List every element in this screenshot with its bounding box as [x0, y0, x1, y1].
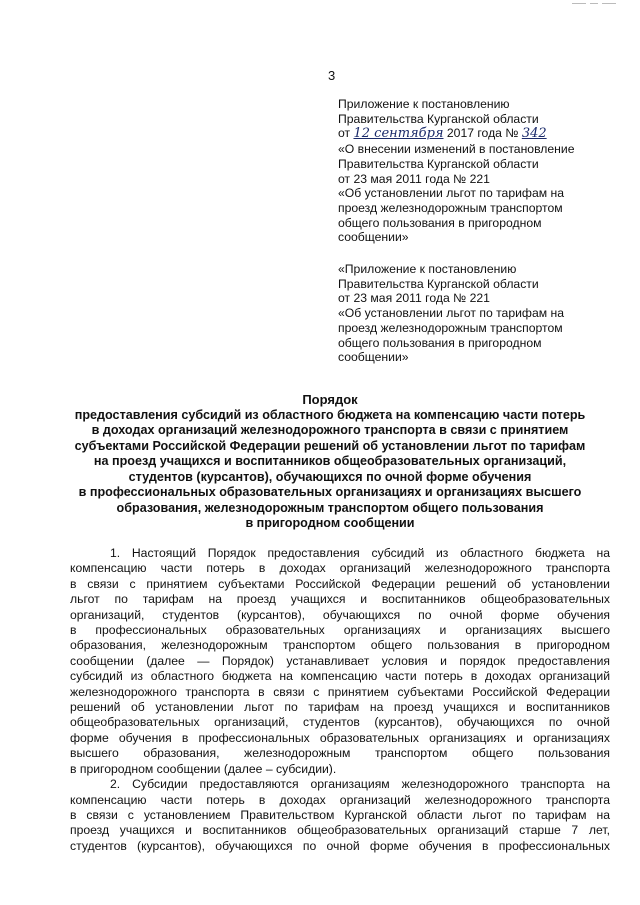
scan-mark — [602, 3, 616, 4]
original-appendix-header — [338, 262, 618, 365]
document-body — [70, 546, 610, 854]
appendix-line: сообщении» — [338, 230, 409, 245]
appendix-header — [338, 97, 618, 245]
document-title: Порядок — [302, 392, 358, 407]
appendix-line: общего пользования в пригородном — [338, 215, 542, 230]
title-line: образования, железнодорожным транспортом общего пользования — [116, 500, 544, 515]
body-line: сообщении (далее — Порядок) устанавливает условия и порядок предоставления — [70, 653, 610, 668]
title-line: в пригородном сообщении — [245, 516, 415, 530]
scan-mark — [572, 3, 586, 4]
body-line: в связи с установлением Правительством Курганской области льгот по тарифам на — [70, 807, 610, 822]
appendix-line: сообщении» — [338, 350, 409, 365]
title-line: на проезд учащихся и воспитанников общеобразовательных организаций, — [93, 454, 567, 468]
body-line: высшего образования, железнодорожным транспортом общего пользования — [70, 746, 610, 761]
body-line: проезд учащихся и воспитанников общеобразовательных организаций старше 7 лет, — [70, 823, 610, 838]
date-middle: 2017 года № — [443, 126, 522, 141]
body-line: 1. Настоящий Порядок предоставления субсидий из областного бюджета на — [110, 546, 610, 560]
body-line: субсидий из областного бюджета на компенсацию части потерь в доходах организаций — [70, 669, 610, 684]
appendix-line: «Об установлении льгот по тарифам на — [338, 306, 564, 321]
page-number: 3 — [328, 68, 336, 83]
body-line: железнодорожного транспорта в связи с принятием субъектами Российской Федерации — [70, 684, 610, 699]
body-line: форме обучения в профессиональных образовательных организациях и организациях — [70, 730, 610, 745]
appendix-line: от 23 мая 2011 года № 221 — [338, 171, 490, 186]
body-line: в пригородном сообщении (далее – субсидии). — [70, 761, 337, 776]
appendix-line: Правительства Курганской области — [338, 276, 539, 291]
body-line: в профессиональных образовательных организациях и организациях высшего — [70, 623, 610, 638]
appendix-line: проезд железнодорожным транспортом — [338, 320, 563, 335]
title-line: предоставления субсидий из областного бюджета на компенсацию части потерь — [74, 407, 586, 422]
appendix-line: Правительства Курганской области — [338, 156, 539, 171]
body-line: компенсацию части потерь в доходах организаций железнодорожного транспорта — [70, 561, 610, 576]
appendix-line: общего пользования в пригородном — [338, 335, 542, 350]
title-line: студентов (курсантов), обучающихся по очной форме обучения — [128, 469, 532, 484]
date-prefix: от — [338, 126, 354, 141]
title-line: в доходах организаций железнодорожного транспорта в связи с принятием — [91, 423, 569, 437]
body-line: 2. Субсидии предоставляются организациям железнодорожного транспорта на — [110, 777, 610, 792]
handwritten-number: 342 — [521, 126, 547, 142]
body-line: в связи с принятием субъектами Российской Федерации решений об установлении — [70, 576, 610, 591]
appendix-line: от 23 мая 2011 года № 221 — [338, 291, 490, 306]
document-subtitle — [52, 408, 608, 532]
appendix-date-line — [338, 126, 618, 142]
appendix-line: «О внесении изменений в постановление — [338, 142, 575, 157]
body-line: льгот по тарифам на проезд учащихся и воспитанников общеобразовательных — [70, 592, 610, 607]
body-line: решений об установлении льгот по тарифам на проезд учащихся и воспитанников — [70, 700, 610, 715]
appendix-line: «Об установлении льгот по тарифам на — [338, 186, 564, 201]
title-line: в профессиональных образовательных организациях и организациях высшего — [78, 485, 582, 499]
handwritten-date: 12 сентября — [353, 126, 444, 142]
body-line: организаций, студентов (курсантов), обучающихся по очной форме обучения — [70, 607, 610, 622]
appendix-line: Правительства Курганской области — [338, 111, 539, 126]
body-line: студентов (курсантов), обучающихся по очной форме обучения в профессиональных — [70, 838, 610, 853]
body-line: образования, железнодорожным транспортом общего пользования в пригородном — [70, 638, 610, 653]
document-title-block — [52, 392, 608, 532]
appendix-line: «Приложение к постановлению — [338, 262, 517, 276]
title-line: субъектами Российской Федерации решений об установлении льгот по тарифам — [74, 438, 586, 453]
body-line: компенсацию части потерь в доходах организаций железнодорожного транспорта — [70, 792, 610, 807]
appendix-line: Приложение к постановлению — [338, 97, 510, 111]
appendix-line: проезд железнодорожным транспортом — [338, 200, 563, 215]
body-line: общеобразовательных организаций, студентов (курсантов), обучающихся по очной — [70, 715, 610, 730]
scan-mark — [590, 3, 598, 4]
